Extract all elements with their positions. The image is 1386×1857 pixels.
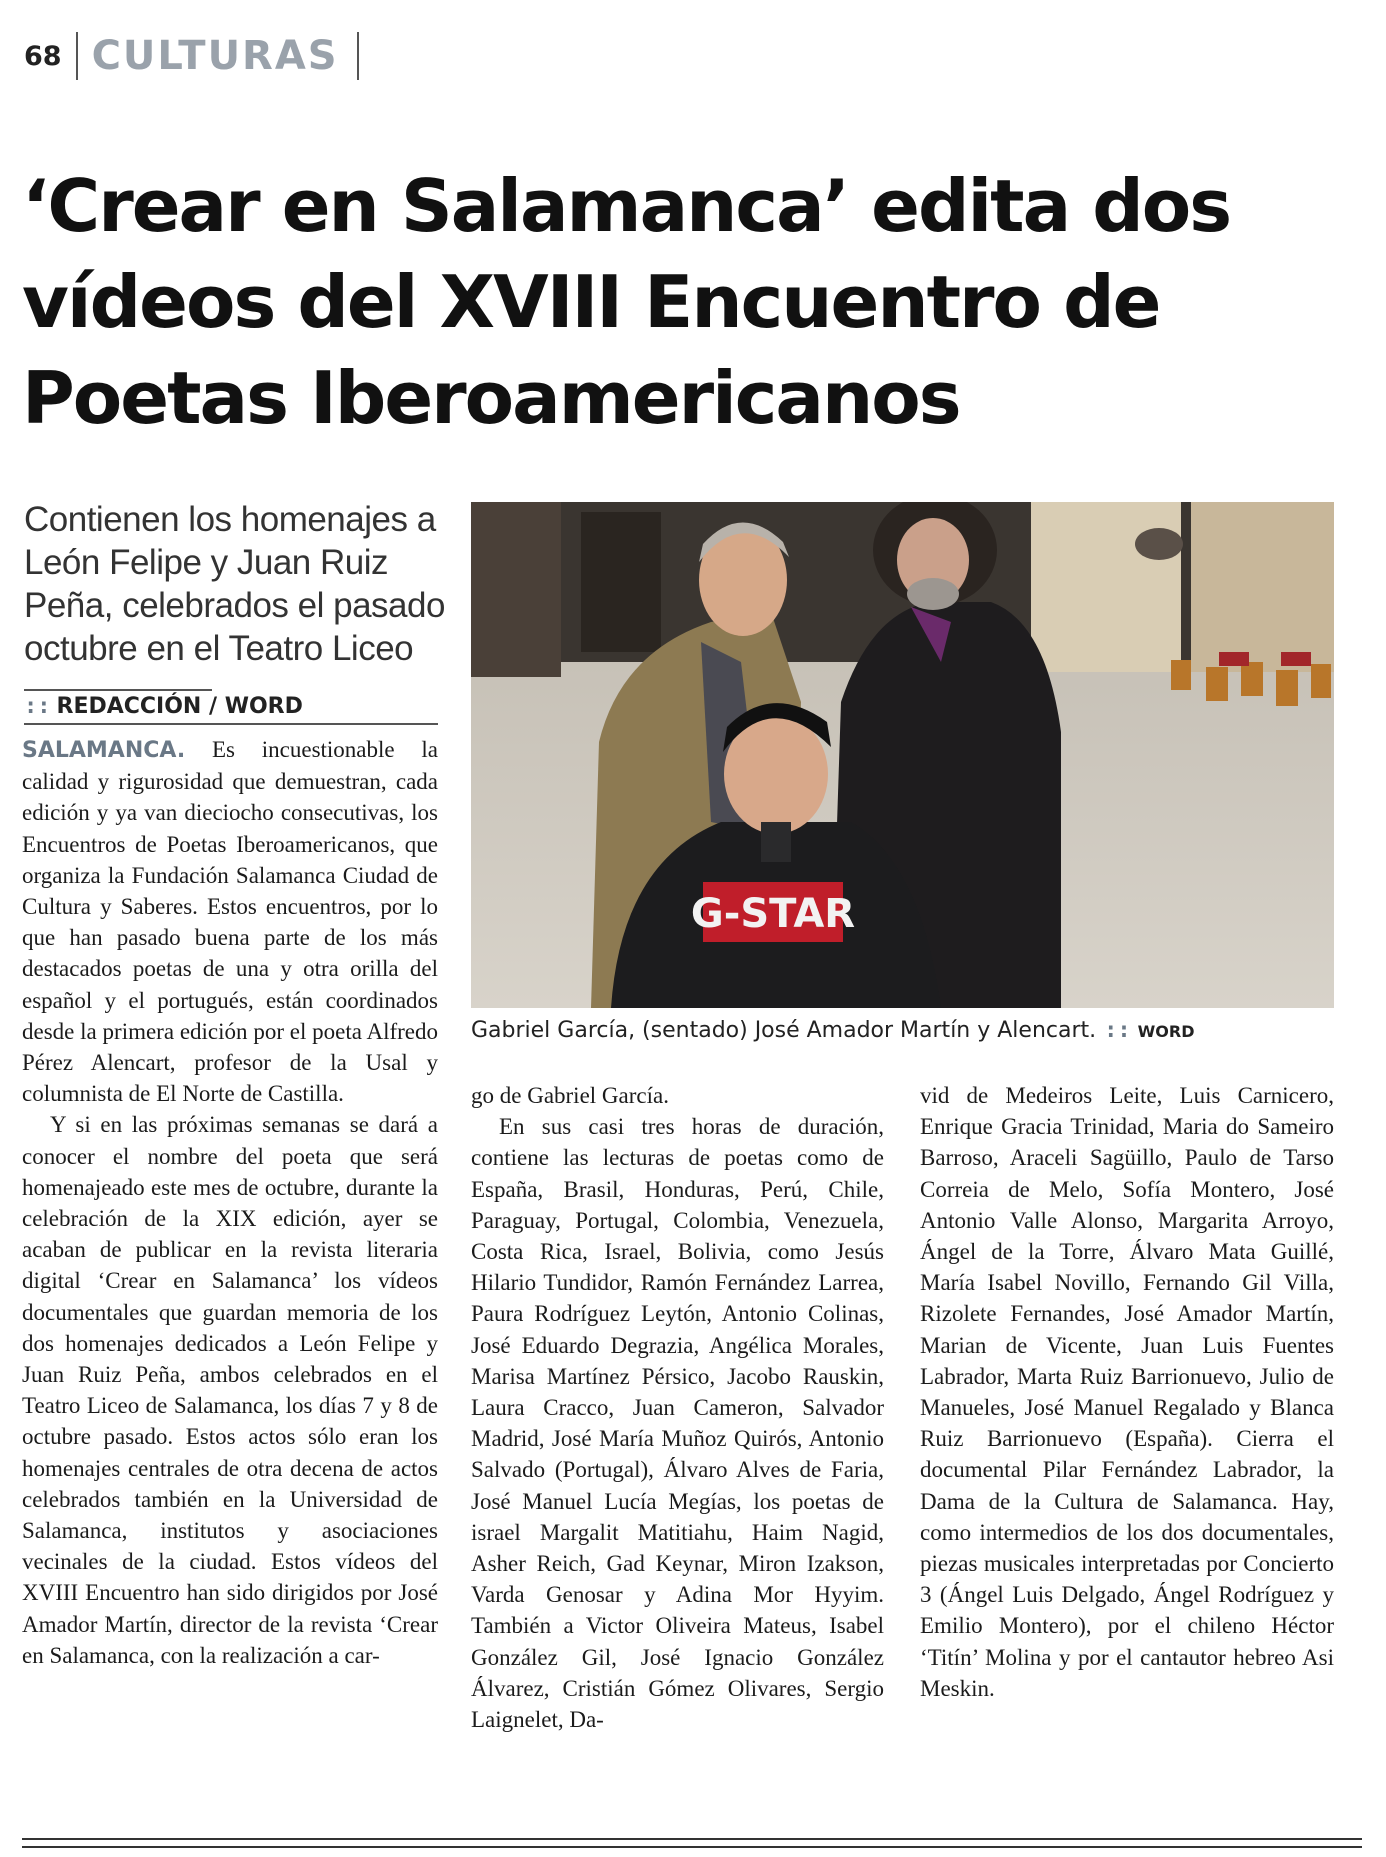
paragraph: Y si en las próximas semanas se dará a conocer el nombre del poeta que será homenajeado este mes de octubre, durante la celebración de la XIX edición, ayer se acaban de publicar en la revista literaria digital ‘Crear en Salamanca’ los vídeos documentales que guardan memoria de los dos homenajes dedicados a León Felipe y Juan Ruiz Peña, ambos celebrados en el Teatro Liceo de Salamanca, los días 7 y 8 de octubre pasado. Estos actos sólo eran los homenajes centrales de otra decena de actos celebrados también en la Universidad de Salamanca, institutos y asociaciones vecinales de la ciudad. Estos vídeos del XVIII Encuentro han sido dirigidos por José Amador Martín, director de la revista ‘Crear en Salamanca, con la realización a car- [22,1112,438,1668]
header-divider [76,32,78,80]
body-column-2 [471,1080,884,1735]
dateline: SALAMANCA. [22,738,186,763]
sweater-text: G-STAR [690,891,856,937]
photo-caption [471,1018,1334,1043]
page-number: 68 [24,40,62,72]
byline-top-rule [24,689,212,691]
photo-credit: WORD [1137,1022,1195,1041]
caption-text: Gabriel García, (sentado) José Amador Martín y Alencart. [471,1018,1097,1043]
subhead: Contienen los homenajes a León Felipe y Juan Ruiz Peña, celebrados el pasado octubre en el Teatro Liceo [24,500,445,668]
photo-illustration [471,502,1334,1008]
paragraph: En sus casi tres horas de duración, contiene las lecturas de poetas como de España, Brasil, Honduras, Perú, Chile, Paraguay, Portugal, Colombia, Venezuela, Costa Rica, Israel, Bolivia, como Jesús Hilario Tundidor, Ramón Fernández Larrea, Paura Rodríguez Leytón, Antonio Colinas, José Eduardo Degrazia, Angélica Morales, Marisa Martínez Pérsico, Jacobo Rauskin, Laura Cracco, Juan Cameron, Salvador Madrid, José María Muñoz Quirós, Antonio Salvado (Portugal), Álvaro Alves de Faria, José Manuel Lucía Megías, los poetas de israel Margalit Matitiahu, Haim Nagid, Asher Reich, Gad Keynar, Miron Izakson, Varda Genosar y Adina Mor Hyyim. También a Victor Oliveira Mateus, Isabel González Gil, José Ignacio González Álvarez, Cristián Gómez Olivares, Sergio Laignelet, Da- [471,1114,884,1733]
bottom-rule-2 [22,1846,1362,1848]
headline: ‘Crear en Salamanca’ edita dos vídeos del XVIII Encuentro de Poetas Iberoamericanos [22,164,1231,440]
body-column-3 [920,1080,1334,1704]
byline-text: REDACCIÓN / WORD [56,694,303,719]
header-divider-end [357,32,359,80]
paragraph: vid de Medeiros Leite, Luis Carnicero, Enrique Gracia Trinidad, Maria do Sameiro Barroso, Araceli Sagüillo, Paulo de Tarso Correia de Melo, Sofía Montero, José Antonio Valle Alonso, Margarita Arroyo, Ángel de la Torre, Álvaro Mata Guillé, María Isabel Novillo, Fernando Gil Villa, Rizolete Fernandes, José Amador Martín, Marian de Vicente, Juan Luis Fuentes Labrador, Marta Ruiz Barrionuevo, Julio de Manueles, José Manuel Regalado y Blanca Ruiz Barrionuevo (España). Cierra el documental Pilar Fernández Labrador, la Dama de la Cultura de Salamanca. Hay, como intermedios de los dos documentales, piezas musicales interpretadas por Concierto 3 (Ángel Luis Delgado, Ángel Rodríguez y Emilio Montero), por el chileno Héctor ‘Titín’ Molina y por el cantautor hebreo Asi Meskin. [920,1083,1334,1701]
byline-marker: :: [24,694,51,719]
paragraph: go de Gabriel García. [471,1083,669,1108]
body-column-1 [22,734,438,1671]
byline [24,694,438,725]
paragraph: Es incuestionable la calidad y rigurosidad que demuestran, cada edición y ya van dieciocho consecutivas, los Encuentros de Poetas Iberoamericanos, que organiza la Fundación Salamanca Ciudad de Cultura y Saberes. Estos encuentros, por lo que han pasado buena parte de los más destacados poetas de una y otra orilla del español y el portugués, están coordinados desde la primera edición por el poeta Alfredo Pérez Alencart, profesor de la Usal y columnista de El Norte de Castilla. [22,737,439,1107]
page-header [24,30,359,82]
section-title: CULTURAS [91,33,339,79]
bottom-rule [22,1838,1362,1840]
credit-marker: :: [1104,1018,1131,1043]
news-photo [471,502,1334,1008]
